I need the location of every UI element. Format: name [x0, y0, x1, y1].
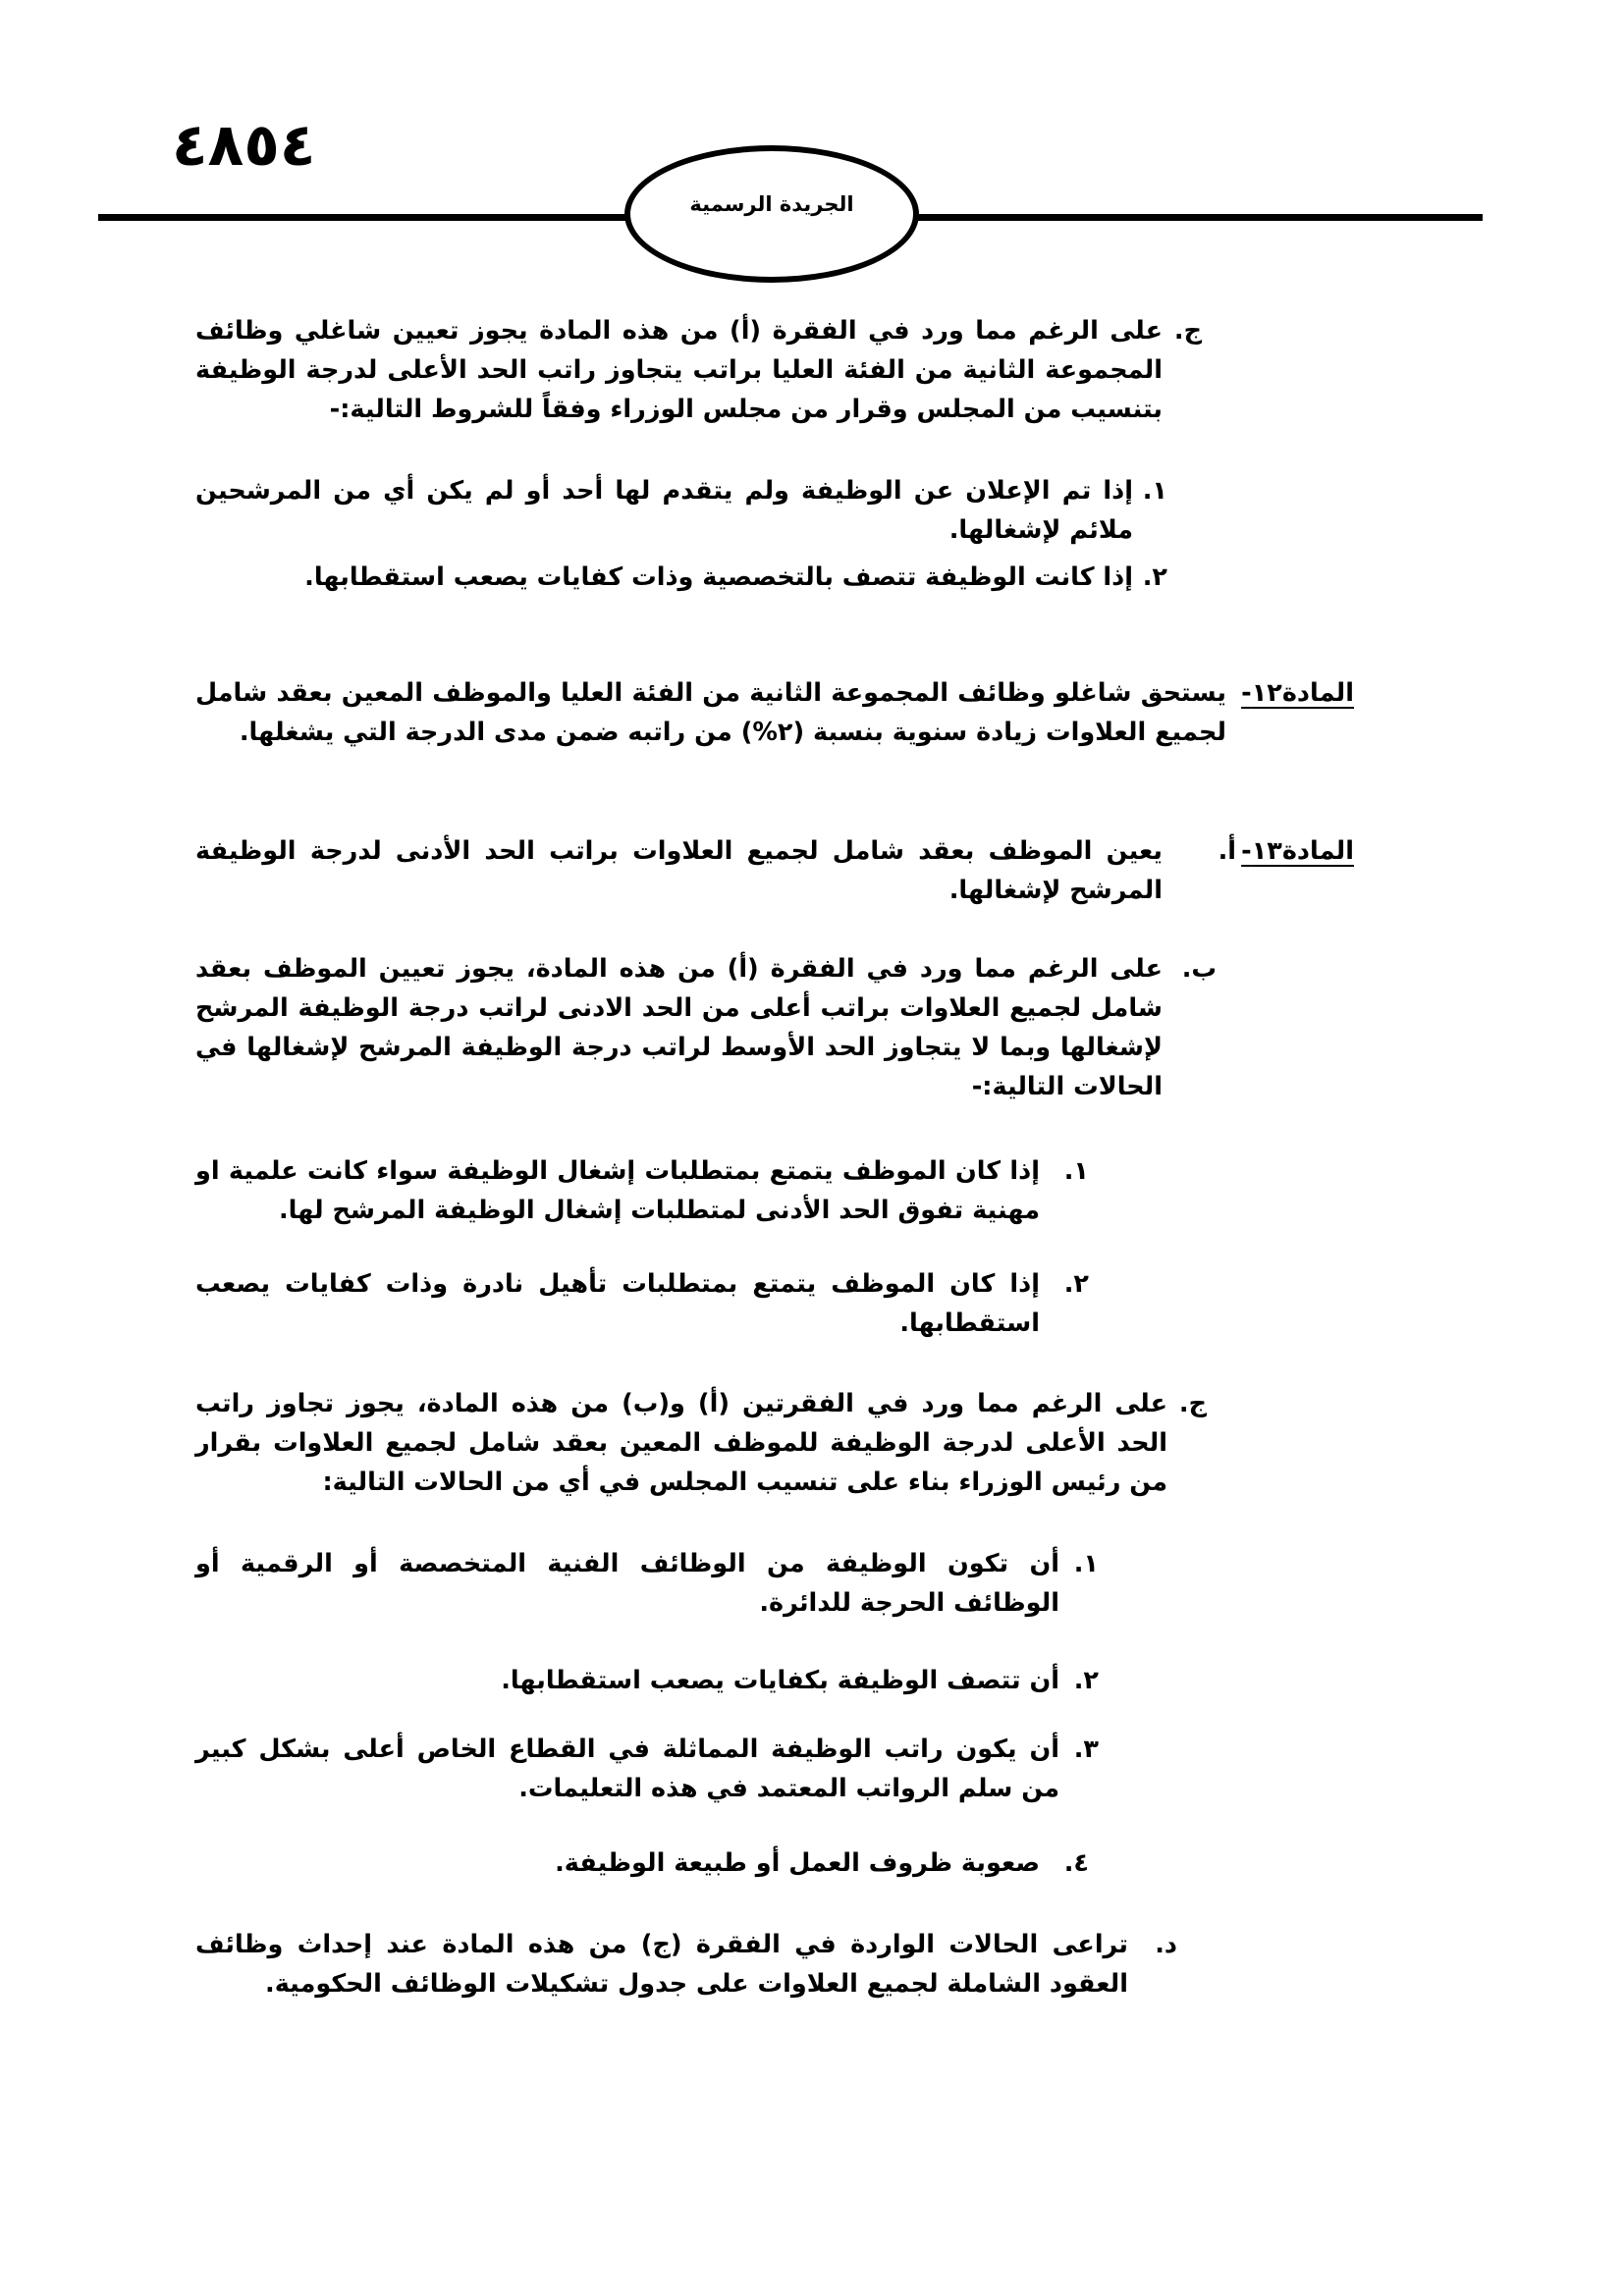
gazette-title: الجريدة الرسمية	[689, 192, 854, 216]
article-13-b-marker: ب.	[1181, 954, 1217, 984]
section-c1-marker: ج.	[1173, 316, 1202, 346]
article-13-c-item-2-num: ٢.	[1073, 1666, 1099, 1695]
section-c1-item-2-text: إذا كانت الوظيفة تتصف بالتخصصية وذات كفايات يصعب استقطابها.	[304, 562, 1133, 592]
article-13-d-marker: د.	[1155, 1930, 1177, 1959]
article-13-c-item-1-num: ١.	[1073, 1549, 1099, 1578]
article-13-b-text: على الرغم مما ورد في الفقرة (أ) من هذه المادة، يجوز تعيين الموظف بعقد شامل لجميع العلاوات براتب أعلى من الحد الادنى لراتب درجة الوظيفة المرشح لإشغالها وبما لا يتجاوز الحد الأوسط لراتب درجة الوظيفة المرشح لإشغالها في الحالات التالية:-	[195, 954, 1163, 1101]
article-13-c-item-3-text: أن يكون راتب الوظيفة المماثلة في القطاع الخاص أعلى بشكل كبير من سلم الرواتب المعتمد في هذه التعليمات.	[195, 1735, 1059, 1803]
gazette-title-oval	[624, 145, 919, 283]
article-13-c-item-4-num: ٤.	[1063, 1848, 1089, 1878]
article-13-b-item-1-num: ١.	[1063, 1156, 1089, 1186]
article-12-label: المادة١٢-	[1241, 678, 1354, 708]
section-c1-text: على الرغم مما ورد في الفقرة (أ) من هذه المادة يجوز تعيين شاغلي وظائف المجموعة الثانية من الفئة العليا براتب يتجاوز راتب الحد الأعلى لدرجة الوظيفة بتنسيب من المجلس وقرار من مجلس الوزراء وفقاً للشروط التالية:-	[195, 316, 1163, 424]
section-c1-item-1-num: ١.	[1142, 476, 1167, 506]
section-c1-item-2-num: ٢.	[1142, 562, 1167, 592]
article-13-b-item-1-text: إذا كان الموظف يتمتع بمتطلبات إشغال الوظيفة سواء كانت علمية او مهنية تفوق الحد الأدنى لمتطلبات إشغال الوظيفة المرشح لها.	[195, 1156, 1040, 1225]
article-13-b-item-2-text: إذا كان الموظف يتمتع بمتطلبات تأهيل نادرة وذات كفايات يصعب استقطابها.	[195, 1269, 1040, 1338]
article-13-label: المادة١٣-	[1241, 836, 1354, 866]
article-13-d-text: تراعى الحالات الواردة في الفقرة (ج) من هذه المادة عند إحداث وظائف العقود الشاملة لجميع العلاوات على جدول تشكيلات الوظائف الحكومية.	[195, 1930, 1128, 1999]
article-13-c-item-1-text: أن تكون الوظيفة من الوظائف الفنية المتخصصة أو الرقمية أو الوظائف الحرجة للدائرة.	[195, 1549, 1059, 1618]
section-c1-item-1-text: إذا تم الإعلان عن الوظيفة ولم يتقدم لها أحد أو لم يكن أي من المرشحين ملائم لإشغالها.	[195, 476, 1133, 545]
article-13-a-text: يعين الموظف بعقد شامل لجميع العلاوات براتب الحد الأدنى لدرجة الوظيفة المرشح لإشغالها.	[195, 836, 1163, 905]
article-13-c-item-2-text: أن تتصف الوظيفة بكفايات يصعب استقطابها.	[501, 1666, 1059, 1695]
article-13-c-marker: ج.	[1178, 1389, 1207, 1418]
page-number: ٤٨٥٤	[172, 111, 316, 180]
article-13-c-text: على الرغم مما ورد في الفقرتين (أ) و(ب) من هذه المادة، يجوز تجاوز راتب الحد الأعلى لدرجة الوظيفة للموظف المعين بعقد شامل لجميع العلاوات بقرار من رئيس الوزراء بناء على تنسيب المجلس في أي من الحالات التالية:	[195, 1389, 1167, 1497]
article-13-b-item-2-num: ٢.	[1063, 1269, 1089, 1299]
article-13-c-item-4-text: صعوبة ظروف العمل أو طبيعة الوظيفة.	[555, 1848, 1040, 1878]
article-13-a-marker: أ.	[1218, 836, 1236, 866]
article-13-c-item-3-num: ٣.	[1073, 1735, 1099, 1764]
article-12-text: يستحق شاغلو وظائف المجموعة الثانية من الفئة العليا والموظف المعين بعقد شامل لجميع العلاوات زيادة سنوية بنسبة (٢%) من راتبه ضمن مدى الدرجة التي يشغلها.	[195, 678, 1226, 747]
